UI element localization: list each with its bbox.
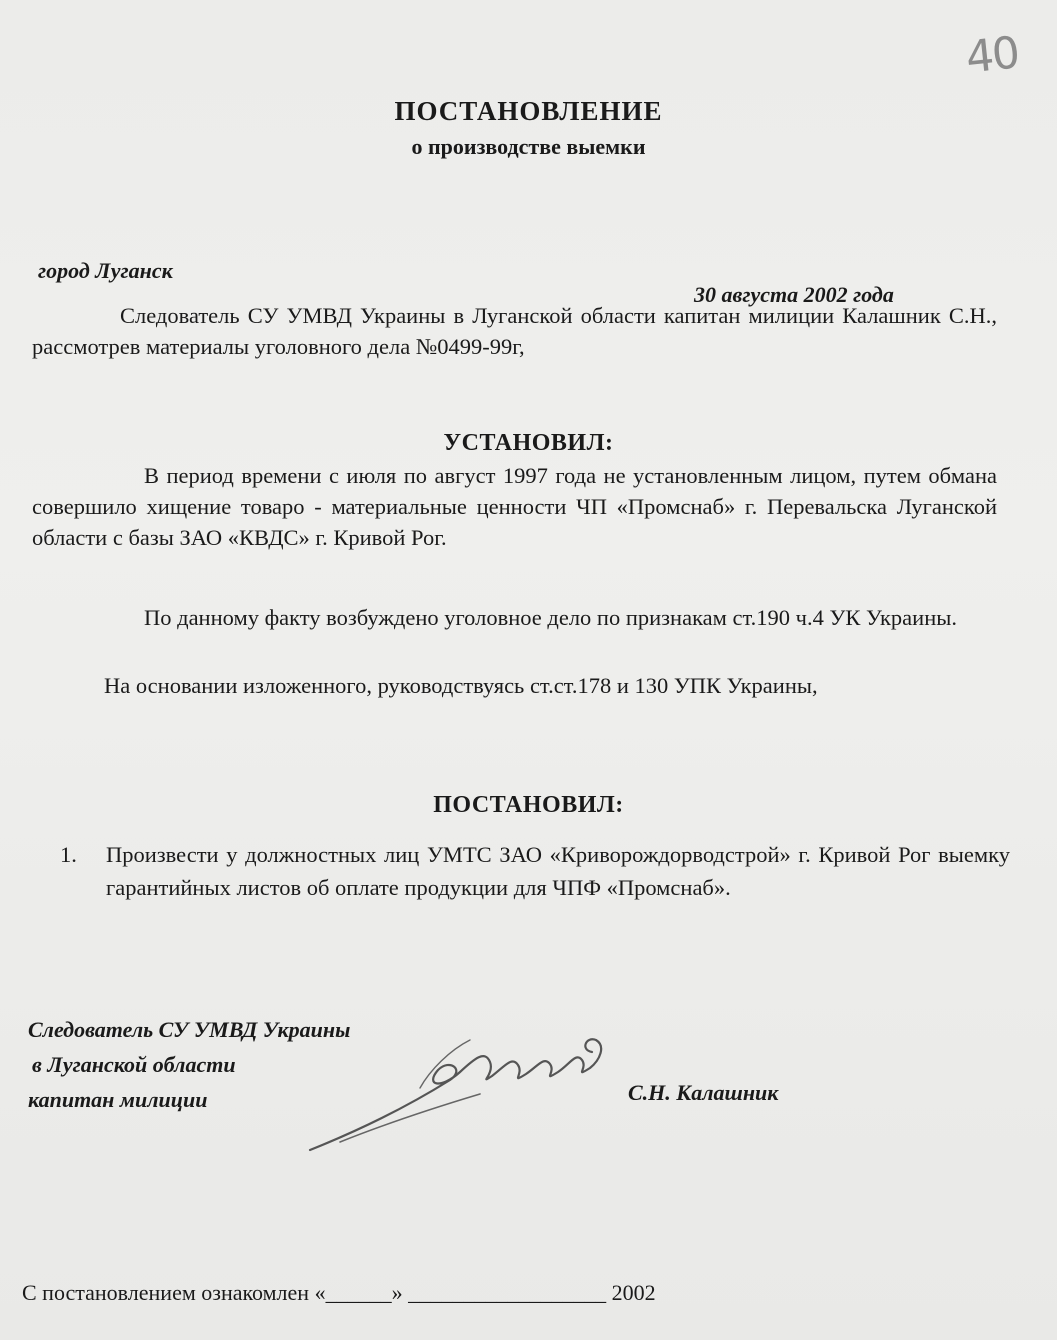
document-date: 30 августа 2002 года (694, 282, 894, 307)
resolution-item-number: 1. (60, 842, 77, 867)
place: город Луганск (38, 258, 173, 283)
resolution-item-text: Произвести у должностных лиц УМТС ЗАО «Криворождорводстрой» г. Кривой Рог выемку гарантийных листов об оплате продукции для ЧПФ «Промснаб». (106, 842, 1010, 900)
resolution-item (60, 838, 1010, 904)
signatory-title-line: в Луганской области (32, 1052, 236, 1077)
resolution-list (60, 838, 1010, 904)
document-title-text: ПОСТАНОВЛЕНИЕ (394, 96, 663, 126)
established-heading: УСТАНОВИЛ: (443, 430, 614, 456)
resolved-heading: ПОСТАНОВИЛ: (433, 792, 624, 818)
established-paragraph-1: В период времени с июля по август 1997 года не установленным лицом, путем обмана совершило хищение товаро - материальные ценности ЧП «Промснаб» г. Перевальска Луганской области с базы ЗАО «КВДС» г. Кривой Рог. (32, 463, 997, 550)
signatory-name: С.Н. Калашник (628, 1080, 779, 1105)
signatory-title-line: Следователь СУ УМВД Украины (28, 1017, 351, 1042)
signature-underline-stroke (340, 1094, 480, 1142)
established-paragraph-3: На основании изложенного, руководствуясь ст.ст.178 и 130 УПК Украины, (104, 673, 818, 698)
signature-stroke (310, 1039, 601, 1150)
acknowledgment-line: С постановлением ознакомлен «______» __________________ 2002 (22, 1280, 656, 1305)
document-title (0, 96, 1057, 127)
intro-paragraph: Следователь СУ УМВД Украины в Луганской области капитан милиции Калашник С.Н., рассмотрев материалы уголовного дела №0499-99г, (32, 303, 997, 359)
document-subtitle: о производстве выемки (411, 134, 646, 159)
handwritten-signature (300, 1010, 630, 1160)
signatory-title-line: капитан милиции (28, 1087, 208, 1112)
established-paragraph-2: По данному факту возбуждено уголовное дело по признакам ст.190 ч.4 УК Украины. (144, 605, 957, 630)
page-number: 40 (963, 27, 1021, 84)
